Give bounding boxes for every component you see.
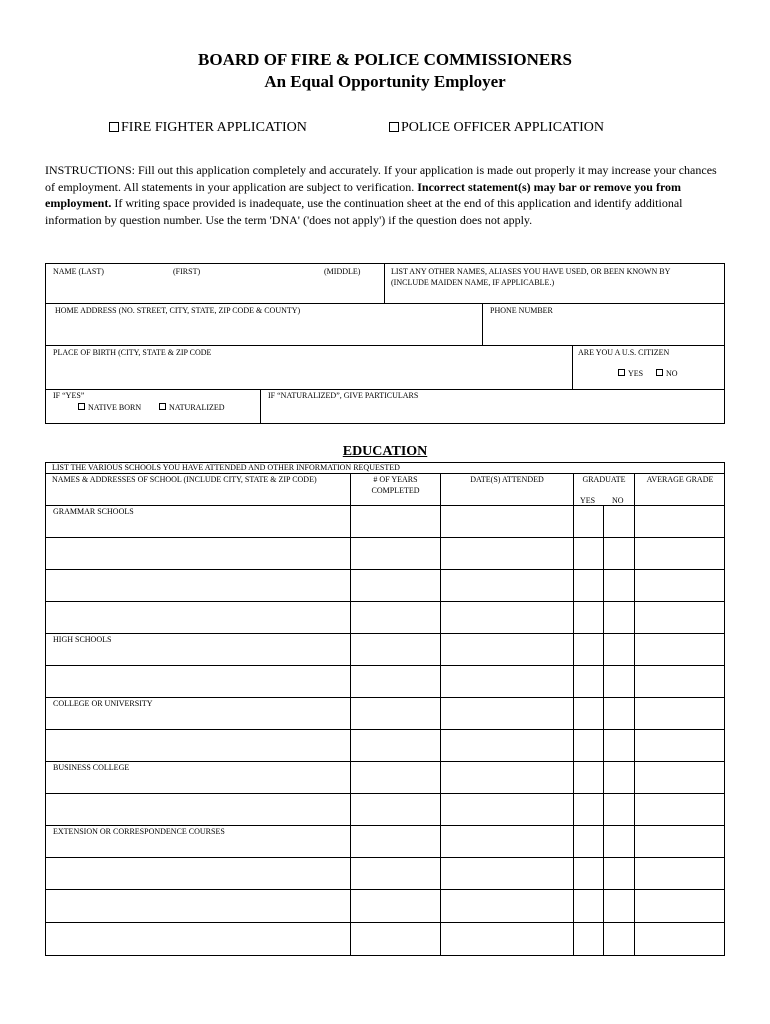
col-years-1: # OF YEARS (373, 475, 418, 484)
naturalized-particulars-field[interactable] (262, 402, 724, 423)
instructions-text-1: INSTRUCTIONS: Fill out this application completely and accurately. If your application is made out properly it may increase your chances of employment. All statements in your application are subject to verification. (45, 163, 717, 194)
citizen-yes-option[interactable]: YES (618, 369, 643, 379)
name-field[interactable] (47, 280, 383, 302)
form-subtitle: An Equal Opportunity Employer (264, 72, 506, 91)
col-graduate-yes: YES (580, 496, 596, 505)
citizen-yes-checkbox[interactable] (618, 369, 625, 376)
instructions-warning: Incorrect statement(s) may bar or remove you from employment. (45, 179, 682, 210)
fire-fighter-option[interactable] (109, 120, 307, 136)
fire-fighter-checkbox[interactable] (109, 122, 119, 132)
col-school-names: NAMES & ADDRESSES OF SCHOOL (INCLUDE CITY, STATE & ZIP CODE) (52, 475, 317, 484)
home-address-label: HOME ADDRESS (NO. STREET, CITY, STATE, ZIP CODE & COUNTY) (55, 306, 301, 315)
name-middle-label: (MIDDLE) (324, 267, 361, 276)
col-graduate: GRADUATE (582, 475, 626, 484)
police-officer-checkbox[interactable] (389, 122, 399, 132)
other-names-label: LIST ANY OTHER NAMES, ALIASES YOU HAVE USED, OR BEEN KNOWN BY (391, 267, 671, 276)
citizen-no-option[interactable]: NO (656, 369, 678, 379)
birth-place-field[interactable] (47, 360, 571, 388)
other-names-label-2: (INCLUDE MAIDEN NAME, IF APPLICABLE.) (391, 278, 555, 287)
name-last-label: NAME (LAST) (53, 267, 104, 276)
section-college: COLLEGE OR UNIVERSITY (53, 699, 153, 708)
name-first-label: (FIRST) (173, 267, 201, 276)
education-title: EDUCATION (342, 444, 428, 459)
col-average-grade: AVERAGE GRADE (646, 475, 714, 484)
birth-place-label: PLACE OF BIRTH (CITY, STATE & ZIP CODE (53, 348, 212, 357)
col-graduate-no: NO (612, 496, 624, 505)
fire-fighter-label: FIRE FIGHTER APPLICATION (121, 120, 307, 135)
if-yes-label: IF “YES” (53, 391, 85, 400)
naturalized-option[interactable]: NATURALIZED (159, 403, 225, 413)
education-intro: LIST THE VARIOUS SCHOOLS YOU HAVE ATTENDED AND OTHER INFORMATION REQUESTED (52, 463, 400, 472)
naturalized-particulars-label: IF “NATURALIZED”, GIVE PARTICULARS (268, 391, 419, 400)
naturalized-checkbox[interactable] (159, 403, 166, 410)
form-title: BOARD OF FIRE & POLICE COMMISSIONERS (198, 50, 572, 69)
police-officer-label: POLICE OFFICER APPLICATION (401, 120, 605, 135)
police-officer-option[interactable] (389, 120, 604, 136)
native-born-option[interactable]: NATIVE BORN (78, 403, 141, 413)
citizen-no-checkbox[interactable] (656, 369, 663, 376)
home-address-field[interactable] (47, 318, 481, 344)
phone-field[interactable] (484, 318, 724, 344)
section-extension-courses: EXTENSION OR CORRESPONDENCE COURSES (53, 827, 225, 836)
native-born-checkbox[interactable] (78, 403, 85, 410)
section-grammar-schools: GRAMMAR SCHOOLS (53, 507, 134, 516)
col-years-2: COMPLETED (371, 486, 420, 495)
section-high-schools: HIGH SCHOOLS (53, 635, 112, 644)
col-dates: DATE(S) ATTENDED (470, 475, 544, 484)
instructions (45, 162, 725, 228)
citizen-question-label: ARE YOU A U.S. CITIZEN (578, 348, 670, 357)
instructions-text-2: If writing space provided is inadequate, use the continuation sheet at the end of this application and identify additional information by question number. Use the term 'DNA' ('does not apply') if the question does not apply. (45, 196, 683, 227)
section-business-college: BUSINESS COLLEGE (53, 763, 130, 772)
other-names-field[interactable] (386, 289, 724, 302)
phone-label: PHONE NUMBER (490, 306, 553, 315)
